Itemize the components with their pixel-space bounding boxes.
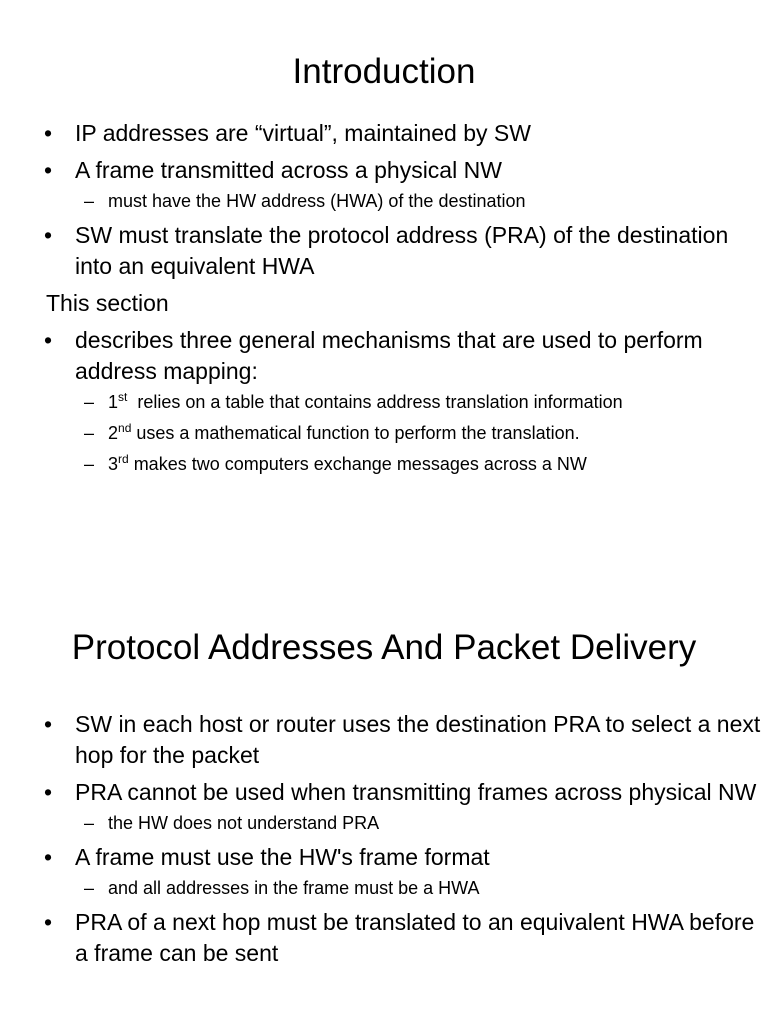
bullet-text: IP addresses are “virtual”, maintained by SW [75,120,531,146]
dash-marker: – [84,454,95,474]
bullet-marker: • [44,909,53,935]
bullet-text: PRA of a next hop must be translated to an equivalent HWA before a frame can be sent [75,909,755,966]
bullet-marker: • [44,120,53,146]
slide-title: Protocol Addresses And Packet Delivery [71,628,697,667]
dash-marker: – [84,813,95,833]
dash-marker: – [84,392,95,412]
sub-bullet-text: must have the HW address (HWA) of the destination [108,191,526,211]
sub-bullet-item [0,390,768,415]
bullet-item [0,220,768,282]
slide-protocol-addresses [0,512,768,1024]
sub-bullet-text: makes two computers exchange messages across a NW [128,454,587,474]
slide-title: Introduction [292,52,476,91]
bullet-item [0,118,768,149]
bullet-text: describes three general mechanisms that are used to perform address mapping: [75,327,703,384]
bullet-text: A frame must use the HW's frame format [75,844,490,870]
section-heading: This section [46,290,169,316]
bullet-text: SW must translate the protocol address (PRA) of the destination into an equivalent HWA [75,222,729,279]
bullet-text: A frame transmitted across a physical NW [75,157,502,183]
bullet-item [0,709,768,771]
ordinal-number: 1 [108,392,119,412]
slide-body [0,118,768,477]
slide-body [0,709,768,969]
dash-marker: – [84,878,95,898]
dash-marker: – [84,191,95,211]
ordinal-suffix: nd [118,421,132,435]
sub-bullet-text: and all addresses in the frame must be a HWA [108,878,480,898]
bullet-marker: • [44,779,53,805]
bullet-item [0,907,768,969]
sub-bullet-item [0,811,768,836]
sub-bullet-item [0,421,768,446]
ordinal-suffix: rd [118,452,129,466]
bullet-marker: • [44,711,53,737]
bullet-item [0,325,768,387]
bullet-text: SW in each host or router uses the destination PRA to select a next hop for the packet [75,711,761,768]
ordinal-number: 2 [108,423,119,443]
bullet-marker: • [44,327,53,353]
bullet-marker: • [44,157,53,183]
sub-bullet-item [0,876,768,901]
sub-bullet-text: uses a mathematical function to perform the translation. [131,423,580,443]
sub-bullet-text: the HW does not understand PRA [108,813,380,833]
ordinal-suffix: st [118,390,128,404]
bullet-item [0,777,768,808]
bullet-item [0,842,768,873]
sub-bullet-text: relies on a table that contains address translation information [127,392,623,412]
bullet-item [0,155,768,186]
bullet-marker: • [44,844,53,870]
sub-bullet-item [0,452,768,477]
sub-bullet-item [0,189,768,214]
dash-marker: – [84,423,95,443]
bullet-text: PRA cannot be used when transmitting frames across physical NW [75,779,757,805]
bullet-marker: • [44,222,53,248]
ordinal-number: 3 [108,454,119,474]
